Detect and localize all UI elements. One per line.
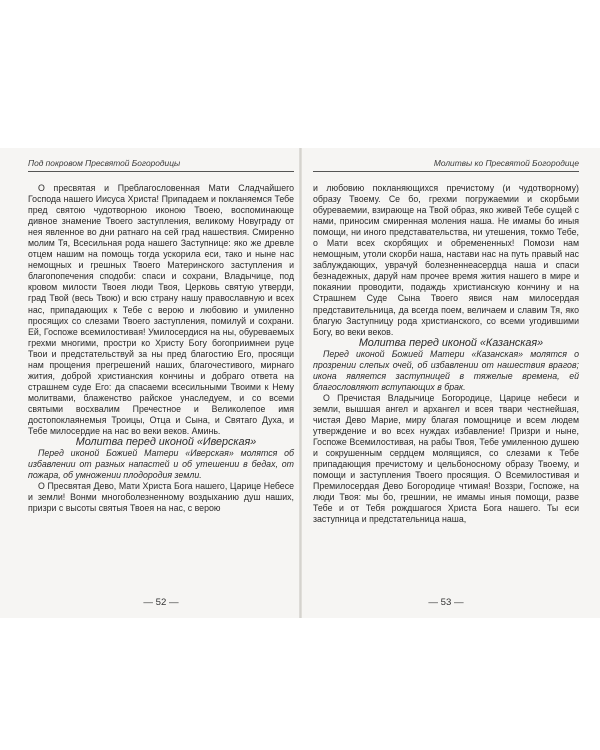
section-heading-kazan: Молитва перед иконой «Казанская»	[358, 336, 544, 349]
left-body	[28, 183, 294, 514]
page-number-left: — 52 —	[143, 597, 179, 608]
section-heading-iveron: Молитва перед иконой «Иверская»	[75, 436, 257, 449]
left-page	[28, 148, 294, 618]
page-number-right: — 53 —	[428, 597, 464, 608]
prayer-paragraph: О пресвятая и Преблагословенная Мати Сладчайшего Господа нашего Иисуса Христа! Припадаем и покланяемся Тебе пред святою чудотворною иконою Твоею, воспоминающе дивное знамение Твоего заступления, великому Новуграду от нея явленное во дни ратнаго на сей град нашествия. Смиренно молим Тя, Всесильная рода нашего Заступнице: яко же древле отцем нашим на помощь тогда ускорила еси, тако и ныне нас немощных и грешных Твоего Материнского заступления и благопопечения сподоби: спаси и сохрани, Владычице, под кровом милости Твоея люди Твоя, Церковь святую утверди, град Твой (весь Твою) и всю страну нашу православную и всех нас, припадающих к Тебе с верою и любовию и умиленно просящих со слезами Твоего заступления, помилуй и сохрани. Ей, Госпоже всемилостивая! Умилосердися на ны, обуреваемых грехми многими, простри ко Христу Богу богоприимнеи руце Твои и предстательствуй за ны пред благостию Его, просящи нам прощения прегрешений наших, благочестивого, мирнаго жития, доброй христианския кончины и добраго ответа на страшнем суде Его: да спасаеми всесильными Твоими к Нему молитвами, блаженство райское унаследуем, и со всеми святыми восхвалим Пречестное и Великолепое имя достопоклаянемыя Троицы, Отца и Сына, и Святаго Духа, и Тебе милосердие на нас во веки веков. Аминь.	[28, 183, 294, 437]
prayer-paragraph-iveron: О Пресвятая Дево, Мати Христа Бога нашего, Царице Небесе и земли! Вонми многоболезненному воздыханию душ наших, призри с высоты святыя Твоея на нас, с верою	[28, 481, 294, 514]
right-running-head: Молитвы ко Пресвятой Богородице	[313, 158, 579, 172]
prayer-paragraph-kazan: О Пречистая Владычице Богородице, Царице небеси и земли, вышшая ангел и архангел и всея твари честнейшая, чистая Дево Марие, миру благая помощнице и всем людем утверждение и во всех нуждах избавление! Призри и ныне, Госпоже Всемилостивая, на рабы Твоя, Тебе умиленною душею и сокрушенным сердцем молящияся, со слезами к Тебе припадающия пречистому и цельбоносному образу Твоему, и помощи и заступления Твоего просящия. О Всемилостивая и Премилосердая Дево Богородице чтимая! Воззри, Госпоже, на люди Твоя: мы бо, грешнии, не имамы иныя помощи, разве Тебе и от Тебя рождшагося Христа Бога нашего. Ты еси заступница и предстательница наша,	[313, 392, 579, 525]
right-page	[313, 148, 579, 618]
prayer-continuation: и любовию покланяющихся пречистому (и чудотворному) образу Твоему. Се бо, грехми погружаемии и скорбьми обуреваемии, взирающе на Твой образ, яко живей Тебе сущей с нами, приносим смиренная моления наша. Не имамы бо иныя помощи, ни иного представательства, ни утешения, токмо Тебе, о Мати всех скорбящих и обремененных! Помози нам немощным, утоли скорби наша, настави нас на путь правый нас заблуждающих, уврачуй болезненнеасердца наша и спаси безнадежных, даруй нам прочее время жития нашего в мире и покаянии проводити, подаждь христианскую кончину и на Страшнем Суде Сына Твоего явися нам милосердая представительница, да всегда поем, величаем и славим Тя, яко благую Заступницу рода христианского, со всеми угодившими Богу, во веки веков.	[313, 183, 579, 337]
kazan-note: Перед иконой Божией Матери «Казанская» молятся о прозрении слепых очей, об избавлении от нашествия врагов; икона является заступницей в тяжелые времена, ей благословляют вступающих в брак.	[313, 348, 579, 392]
iveron-note: Перед иконой Божией Матери «Иверская» молятся об избавлении от разных напастей и об утешении в бедах, от пожара, об умножении плодородия земли.	[28, 448, 294, 481]
left-running-head: Под покровом Пресвятой Богородицы	[28, 158, 294, 172]
book-spine	[299, 148, 302, 618]
right-body	[313, 183, 579, 525]
